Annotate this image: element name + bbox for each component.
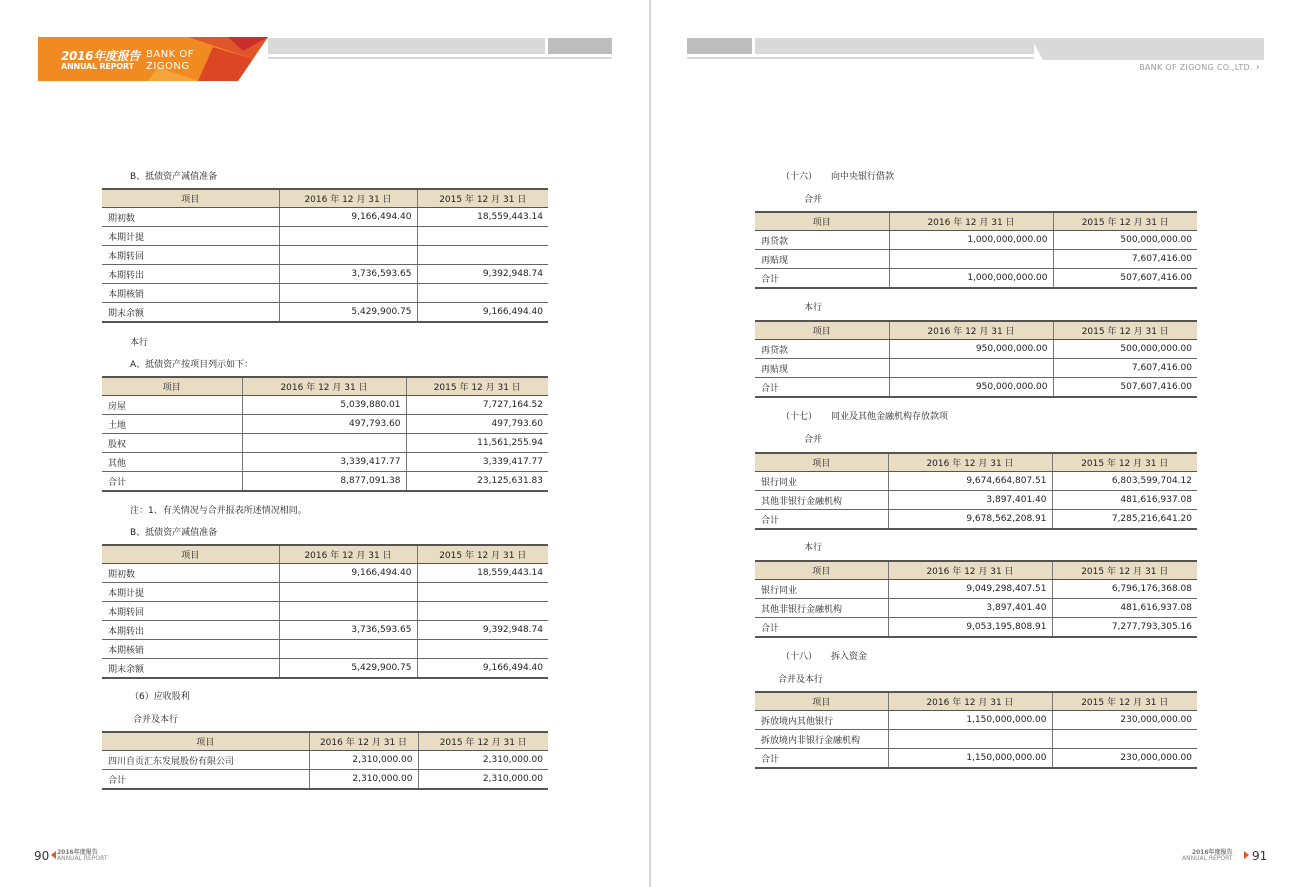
amount-cell: 9,166,494.40 [417,659,548,679]
row-label-cell: 本期核销 [102,284,279,303]
table-row [755,711,1197,730]
column-header: 项目 [102,377,242,396]
amount-cell: 7,277,793,305.16 [1052,618,1197,638]
row-label-cell: 再贴现 [755,359,889,378]
amount-cell [417,227,548,246]
column-header: 2016 年 12 月 31 日 [279,189,417,208]
row-label-cell: 期末余额 [102,659,279,679]
amount-cell: 3,897,401.40 [888,491,1052,510]
header-bar [268,38,545,54]
column-header: 2015 年 12 月 31 日 [1052,692,1197,711]
table-header-row [102,545,548,564]
bank-english-text: BANK OF ZIGONG CO.,LTD. [1139,63,1253,72]
amount-cell: 7,607,416.00 [1053,250,1197,269]
amount-cell: 9,049,298,407.51 [888,580,1052,599]
row-label-cell: 本期转回 [102,246,279,265]
column-header: 2015 年 12 月 31 日 [417,189,548,208]
column-header: 项目 [755,453,888,472]
footer-year: 2016年度报告 [57,849,98,856]
column-header: 2016 年 12 月 31 日 [889,321,1053,340]
amount-cell [279,227,417,246]
section-subtitle: 合并及本行 [778,675,824,685]
amount-cell: 2,310,000.00 [309,751,418,770]
section-subtitle: 合并 [804,435,823,445]
amount-cell: 1,150,000,000.00 [888,749,1052,769]
table-row [102,284,548,303]
table-row [102,751,548,770]
row-label-cell: 合计 [755,618,888,638]
bank-english-name [1139,62,1260,73]
table-row [102,583,548,602]
table-row [755,472,1197,491]
page-number: 91 [1252,849,1268,863]
amount-cell: 7,607,416.00 [1053,359,1197,378]
amount-cell: 3,339,417.77 [242,453,406,472]
amount-cell: 2,310,000.00 [418,751,548,770]
amount-cell [279,246,417,265]
brand-annual-text: ANNUAL REPORT [61,62,134,71]
left-page [0,0,649,887]
amount-cell: 5,429,900.75 [279,303,417,323]
column-header: 项目 [755,692,888,711]
amount-cell [242,434,406,453]
brand-bank-name [146,49,194,73]
row-label-cell: 本期转出 [102,265,279,284]
row-label-cell: 再贴现 [755,250,889,269]
header-bar-tab [548,38,612,54]
table-row [755,580,1197,599]
footer-mark [57,850,108,862]
amount-cell: 9,166,494.40 [279,564,417,583]
row-label-cell: 合计 [755,378,889,398]
footer-year: 2016年度报告 [1191,849,1233,856]
page-arrow-icon [1244,851,1249,859]
row-label-cell: 本期计提 [102,583,279,602]
impairment-table-consolidated [102,188,548,323]
table-row [755,491,1197,510]
right-page [651,0,1300,887]
amount-cell: 481,616,937.08 [1052,599,1197,618]
row-label-cell: 其他非银行金融机构 [755,599,888,618]
amount-cell: 6,796,176,368.08 [1052,580,1197,599]
table-row [102,621,548,640]
table-header-row [755,692,1197,711]
table-row [755,510,1197,530]
section-number: （十七） [781,412,818,422]
column-header: 项目 [102,545,279,564]
table-row [755,599,1197,618]
central-bank-borrowings-consolidated [755,211,1197,289]
table-row [102,770,548,790]
amount-cell: 1,000,000,000.00 [889,231,1053,250]
amount-cell: 481,616,937.08 [1052,491,1197,510]
amount-cell: 230,000,000.00 [1052,749,1197,769]
header-rule [687,57,1034,59]
row-label-cell: 期初数 [102,564,279,583]
row-label-cell: 银行同业 [755,472,888,491]
amount-cell: 497,793.60 [242,415,406,434]
table-header-row [102,377,548,396]
amount-cell: 23,125,631.83 [406,472,548,492]
dividends-receivable-table [102,731,548,790]
section-number: （十六） [781,172,818,182]
amount-cell: 9,678,562,208.91 [888,510,1052,530]
amount-cell: 507,607,416.00 [1053,269,1197,289]
row-label-cell: 其他非银行金融机构 [755,491,888,510]
column-header: 项目 [755,212,889,231]
amount-cell: 497,793.60 [406,415,548,434]
table-header-row [755,321,1197,340]
amount-cell: 3,897,401.40 [888,599,1052,618]
table-row [102,472,548,492]
column-header: 项目 [755,561,888,580]
amount-cell [279,640,417,659]
row-label-cell: 银行同业 [755,580,888,599]
row-label-cell: 本期转出 [102,621,279,640]
table-row [755,730,1197,749]
section-title: B、抵债资产减值准备 [130,528,218,538]
footer-mark [1182,850,1233,862]
column-header: 2016 年 12 月 31 日 [279,545,417,564]
row-label-cell: 合计 [102,770,309,790]
amount-cell: 507,607,416.00 [1053,378,1197,398]
section-title: B、抵债资产减值准备 [130,172,218,182]
amount-cell [417,284,548,303]
amount-cell: 7,285,216,641.20 [1052,510,1197,530]
table-row [102,602,548,621]
section-subtitle: 本行 [804,543,823,553]
row-label-cell: 再贷款 [755,231,889,250]
table-header-row [755,453,1197,472]
section-heading [781,649,867,662]
header-bar-tab [687,38,752,54]
column-header: 2015 年 12 月 31 日 [1052,453,1197,472]
amount-cell: 7,727,164.52 [406,396,548,415]
amount-cell: 8,877,091.38 [242,472,406,492]
brand-bank-line1: BANK OF [146,49,195,60]
table-row [102,208,548,227]
interbank-deposits-bank [755,560,1197,638]
amount-cell: 1,150,000,000.00 [888,711,1052,730]
amount-cell: 1,000,000,000.00 [889,269,1053,289]
table-header-row [755,561,1197,580]
amount-cell [279,583,417,602]
column-header: 2016 年 12 月 31 日 [309,732,418,751]
amount-cell: 3,736,593.65 [279,265,417,284]
row-label-cell: 土地 [102,415,242,434]
column-header: 2015 年 12 月 31 日 [1053,212,1197,231]
amount-cell: 9,053,195,808.91 [888,618,1052,638]
row-label-cell: 本期核销 [102,640,279,659]
table-row [102,640,548,659]
row-label-cell: 其他 [102,453,242,472]
section-subtitle: 本行 [804,303,823,313]
amount-cell [417,640,548,659]
table-row [755,231,1197,250]
section-heading-text: 拆入资金 [831,652,868,662]
row-label-cell: 本期转回 [102,602,279,621]
section-heading [781,409,948,422]
column-header: 2016 年 12 月 31 日 [888,561,1052,580]
amount-cell: 950,000,000.00 [889,340,1053,359]
column-header: 2015 年 12 月 31 日 [1052,561,1197,580]
row-label-cell: 合计 [755,510,888,530]
section-title: A、抵债资产按项目列示如下： [130,360,254,370]
section-subtitle: 合并及本行 [133,715,179,725]
amount-cell [889,359,1053,378]
brand-year-text: 2016年度报告 [61,49,140,63]
amount-cell [1052,730,1197,749]
footer-annual: ANNUAL REPORT [1182,855,1233,862]
table-header-row [755,212,1197,231]
amount-cell: 11,561,255.94 [406,434,548,453]
amount-cell [417,602,548,621]
table-row [102,415,548,434]
section-heading-text: 向中央银行借款 [831,172,895,182]
page-number: 90 [34,849,50,863]
table-row [102,453,548,472]
section-subtitle: 合并 [804,195,823,205]
note-text: 注：1、有关情况与合并报表所述情况相同。 [130,506,307,516]
table-row [102,396,548,415]
column-header: 2015 年 12 月 31 日 [406,377,548,396]
row-label-cell: 期末余额 [102,303,279,323]
header-bar [755,38,1034,54]
column-header: 2016 年 12 月 31 日 [889,212,1053,231]
table-row [102,659,548,679]
table-row [755,340,1197,359]
chevron-right-icon: › [1255,62,1260,73]
table-header-row [102,189,548,208]
table-row [755,378,1197,398]
impairment-table-bank [102,544,548,679]
table-row [102,265,548,284]
row-label-cell: 合计 [755,749,888,769]
row-label-cell: 四川自贡汇东发展股份有限公司 [102,751,309,770]
header-slant-bar [1031,38,1264,60]
column-header: 2016 年 12 月 31 日 [888,453,1052,472]
section-heading [781,169,894,182]
row-label-cell: 拆放境内其他银行 [755,711,888,730]
table-row [102,246,548,265]
amount-cell: 18,559,443.14 [417,564,548,583]
row-label-cell: 合计 [755,269,889,289]
column-header: 2015 年 12 月 31 日 [418,732,548,751]
row-label-cell: 本期计提 [102,227,279,246]
table-row [755,250,1197,269]
row-label-cell: 合计 [102,472,242,492]
amount-cell: 2,310,000.00 [309,770,418,790]
table-row [755,618,1197,638]
row-label-cell: 期初数 [102,208,279,227]
amount-cell: 6,803,599,704.12 [1052,472,1197,491]
page-arrow-icon [51,851,56,859]
table-row [755,359,1197,378]
column-header: 2015 年 12 月 31 日 [1053,321,1197,340]
amount-cell [417,246,548,265]
column-header: 2016 年 12 月 31 日 [242,377,406,396]
amount-cell: 9,166,494.40 [279,208,417,227]
amount-cell: 5,039,880.01 [242,396,406,415]
amount-cell: 3,339,417.77 [406,453,548,472]
table-row [755,749,1197,769]
borrowings-from-banks-table [755,691,1197,769]
column-header: 2015 年 12 月 31 日 [417,545,548,564]
section-title: （6）应收股利 [130,692,190,702]
amount-cell: 2,310,000.00 [418,770,548,790]
section-title: 本行 [130,338,149,348]
table-row [102,564,548,583]
amount-cell: 3,736,593.65 [279,621,417,640]
column-header: 项目 [102,732,309,751]
amount-cell [889,250,1053,269]
row-label-cell: 股权 [102,434,242,453]
amount-cell: 9,392,948.74 [417,621,548,640]
brand-bank-line2: ZIGONG [146,61,190,72]
amount-cell: 500,000,000.00 [1053,231,1197,250]
table-row [102,434,548,453]
interbank-deposits-consolidated [755,452,1197,530]
amount-cell: 18,559,443.14 [417,208,548,227]
footer-annual: ANNUAL REPORT [57,855,108,862]
header-rule [268,57,612,59]
amount-cell: 5,429,900.75 [279,659,417,679]
row-label-cell: 再贷款 [755,340,889,359]
amount-cell [279,602,417,621]
row-label-cell: 拆放境内非银行金融机构 [755,730,888,749]
column-header: 项目 [102,189,279,208]
amount-cell: 9,166,494.40 [417,303,548,323]
amount-cell: 500,000,000.00 [1053,340,1197,359]
column-header: 2016 年 12 月 31 日 [888,692,1052,711]
amount-cell: 230,000,000.00 [1052,711,1197,730]
table-row [102,227,548,246]
section-heading-text: 同业及其他金融机构存放款项 [831,412,949,422]
foreclosed-assets-table [102,376,548,492]
amount-cell: 950,000,000.00 [889,378,1053,398]
row-label-cell: 房屋 [102,396,242,415]
column-header: 项目 [755,321,889,340]
table-row [102,303,548,323]
amount-cell [888,730,1052,749]
table-header-row [102,732,548,751]
amount-cell: 9,674,664,807.51 [888,472,1052,491]
amount-cell: 9,392,948.74 [417,265,548,284]
amount-cell [279,284,417,303]
central-bank-borrowings-bank [755,320,1197,398]
section-number: （十八） [781,652,818,662]
table-row [755,269,1197,289]
report-brand-logo [38,37,268,81]
amount-cell [417,583,548,602]
